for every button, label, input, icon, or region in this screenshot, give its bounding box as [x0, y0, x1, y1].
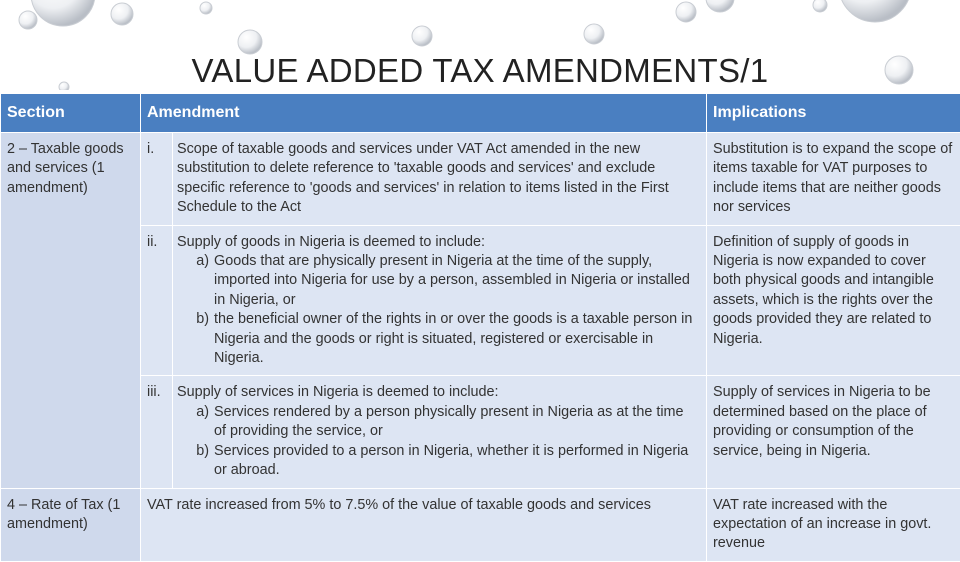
amendment-cell: VAT rate increased from 5% to 7.5% of the value of taxable goods and services	[141, 488, 707, 561]
header-amendment: Amendment	[141, 94, 707, 133]
subitem-text: the beneficial owner of the rights in or over the goods is a taxable person in Nigeria and the goods or right is situated, registered or exercisable in Nigeria.	[214, 310, 696, 368]
item-number: iii.	[141, 376, 173, 488]
implication-cell: Substitution is to expand the scope of items taxable for VAT purposes to include items that are neither goods nor services	[707, 133, 960, 226]
table-header-row	[1, 94, 960, 133]
bubble-shape	[813, 0, 827, 12]
implication-cell: Definition of supply of goods in Nigeria is now expanded to cover both physical goods and intangible assets, which is the rights over the goods provided they are related to Nigeria.	[707, 225, 960, 376]
implication-cell: VAT rate increased with the expectation of an increase in govt. revenue	[707, 488, 960, 561]
bubble-shape	[706, 0, 734, 12]
amendment-cell: Scope of taxable goods and services under VAT Act amended in the new substitution to delete reference to 'taxable goods and services' and exclude specific reference to 'goods and services' in relation to items listed in the First Schedule to the Act	[173, 133, 707, 226]
bubble-shape	[584, 24, 604, 44]
subitem-label: b)	[177, 442, 214, 481]
amendment-intro: Supply of services in Nigeria is deemed to include:	[177, 383, 696, 402]
bubble-shape	[200, 2, 212, 14]
bubble-shape	[676, 2, 696, 22]
section-cell: 2 – Taxable goods and services (1 amendment)	[1, 133, 141, 489]
subitem-text: Goods that are physically present in Nigeria at the time of the supply, imported into Nigeria for use by a person, assembled in Nigeria or installed in Nigeria, or	[214, 252, 696, 310]
table-row	[1, 133, 960, 226]
vat-amendments-table	[0, 93, 960, 562]
section-cell: 4 – Rate of Tax (1 amendment)	[1, 488, 141, 561]
amendment-cell	[173, 225, 707, 376]
header-implications: Implications	[707, 94, 960, 133]
bubble-shape	[19, 11, 37, 29]
amendment-subitem	[177, 403, 696, 442]
subitem-text: Services provided to a person in Nigeria, whether it is performed in Nigeria or abroad.	[214, 442, 696, 481]
amendment-subitem	[177, 252, 696, 310]
bubble-shape	[839, 0, 911, 22]
implication-cell: Supply of services in Nigeria to be determined based on the place of providing or consumption of the service, being in Nigeria.	[707, 376, 960, 488]
subitem-label: a)	[177, 403, 214, 442]
bubble-shape	[111, 3, 133, 25]
table-row	[1, 225, 960, 376]
slide-title: VALUE ADDED TAX AMENDMENTS/1	[0, 52, 960, 90]
bubble-shape	[412, 26, 432, 46]
item-number: ii.	[141, 225, 173, 376]
amendment-intro: Supply of goods in Nigeria is deemed to include:	[177, 233, 696, 252]
subitem-label: a)	[177, 252, 214, 310]
table-row	[1, 376, 960, 488]
bubble-shape	[31, 0, 95, 26]
header-section: Section	[1, 94, 141, 133]
subitem-label: b)	[177, 310, 214, 368]
amendment-cell	[173, 376, 707, 488]
table-row	[1, 488, 960, 561]
bubble-shape	[238, 30, 262, 54]
amendment-subitem	[177, 442, 696, 481]
item-number: i.	[141, 133, 173, 226]
subitem-text: Services rendered by a person physically present in Nigeria as at the time of providing the service, or	[214, 403, 696, 442]
amendment-subitem	[177, 310, 696, 368]
